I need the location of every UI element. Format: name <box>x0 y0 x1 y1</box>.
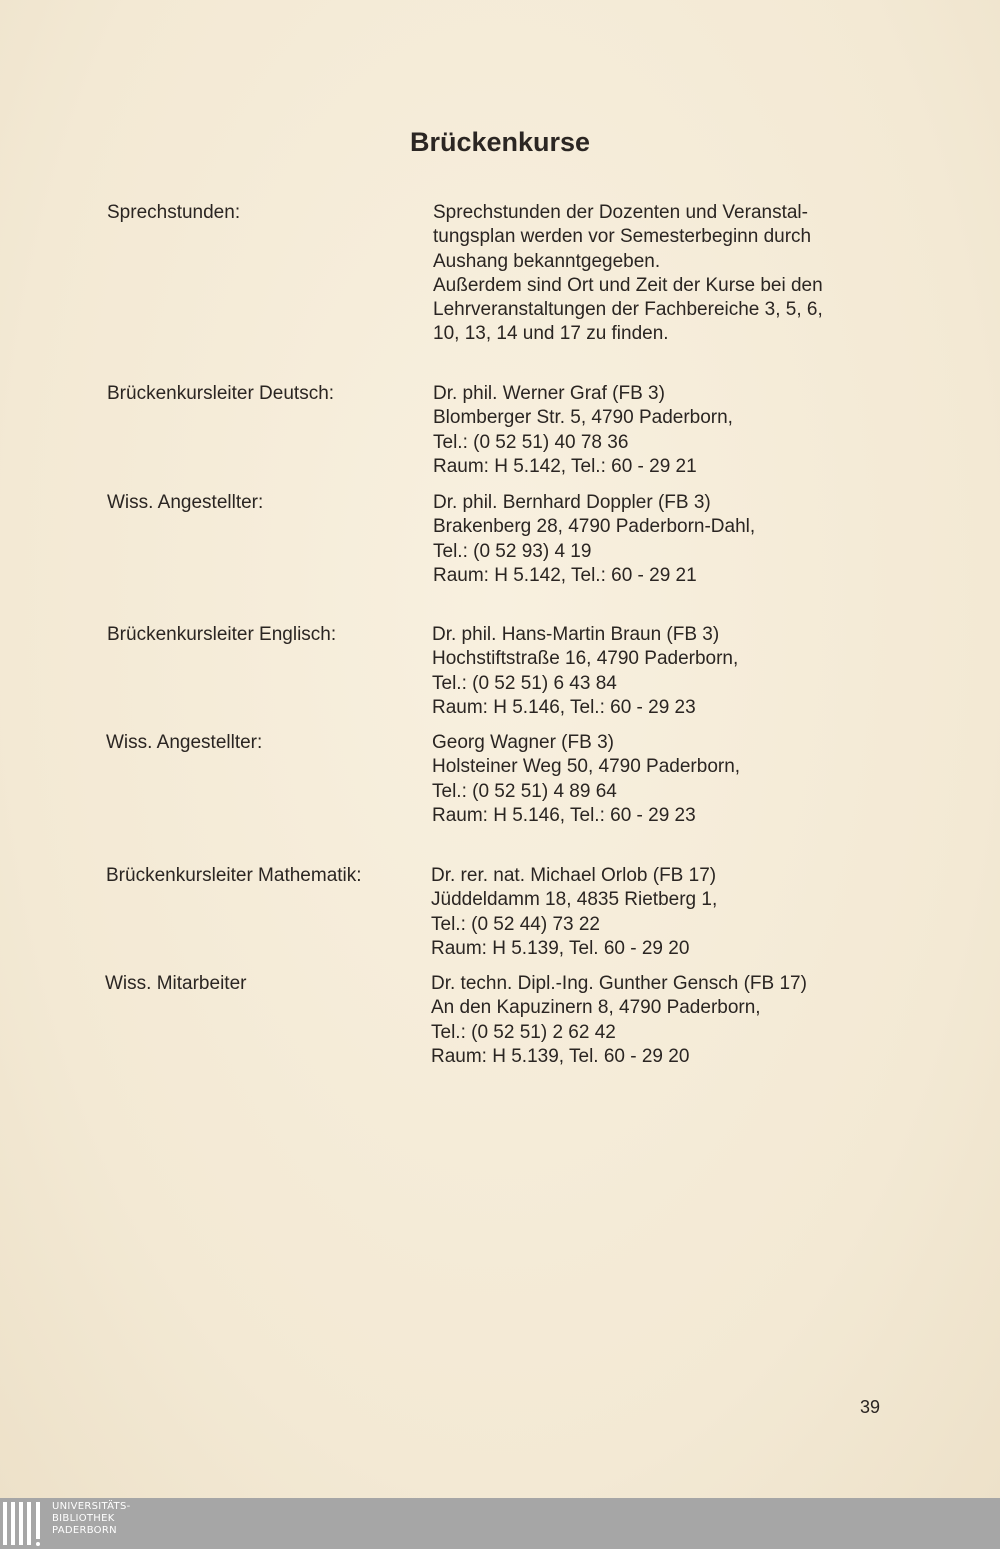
text-line: Jüddeldamm 18, 4835 Rietberg 1, <box>431 889 718 911</box>
logo-line: BIBLIOTHEK <box>52 1513 115 1524</box>
text-line: Raum: H 5.142, Tel.: 60 - 29 21 <box>433 455 697 477</box>
text-line: Tel.: (0 52 51) 2 62 42 <box>431 1021 616 1043</box>
text-line: Raum: H 5.142, Tel.: 60 - 29 21 <box>433 564 697 586</box>
text-line: Dr. techn. Dipl.-Ing. Gunther Gensch (FB 17) <box>431 973 807 994</box>
section-label: Sprechstunden: <box>107 202 241 223</box>
library-footer <box>0 1498 1000 1549</box>
contact-block <box>432 623 738 720</box>
section-label: Brückenkursleiter Mathematik: <box>106 865 362 886</box>
text-line: Tel.: (0 52 51) 4 89 64 <box>432 780 617 802</box>
text-line: Außerdem sind Ort und Zeit der Kurse bei den <box>433 274 823 296</box>
text-line: Blomberger Str. 5, 4790 Paderborn, <box>433 407 733 429</box>
library-logo-text <box>52 1501 131 1537</box>
section-label: Wiss. Angestellter: <box>107 492 264 513</box>
text-line: tungsplan werden vor Semesterbeginn durch <box>433 226 812 248</box>
section-label: Brückenkursleiter Englisch: <box>107 624 337 645</box>
page-number: 39 <box>860 1397 881 1417</box>
text-line: Tel.: (0 52 93) 4 19 <box>433 540 592 562</box>
text-line: Brakenberg 28, 4790 Paderborn-Dahl, <box>433 516 756 538</box>
text-line: Raum: H 5.146, Tel.: 60 - 29 23 <box>432 804 696 826</box>
text-line: Raum: H 5.139, Tel. 60 - 29 20 <box>431 1045 690 1067</box>
text-line: Holsteiner Weg 50, 4790 Paderborn, <box>432 756 741 778</box>
text-line: Hochstiftstraße 16, 4790 Paderborn, <box>432 648 739 670</box>
text-line: Raum: H 5.146, Tel.: 60 - 29 23 <box>432 696 696 718</box>
page-title: Brückenkurse <box>409 127 591 157</box>
contact-block <box>432 731 740 828</box>
contact-block <box>433 491 755 588</box>
contact-block <box>431 864 717 961</box>
logo-line: UNIVERSITÄTS- <box>52 1501 131 1512</box>
section-label: Brückenkursleiter Deutsch: <box>107 383 335 404</box>
library-logo-icon <box>0 1498 50 1549</box>
text-line: Lehrveranstaltungen der Fachbereiche 3, 5, 6, <box>433 299 823 321</box>
text-line: Sprechstunden der Dozenten und Veranstal- <box>433 202 808 223</box>
text-line: Dr. rer. nat. Michael Orlob (FB 17) <box>431 865 717 886</box>
section-label: Wiss. Mitarbeiter <box>105 973 247 994</box>
text-line: An den Kapuzinern 8, 4790 Paderborn, <box>431 997 761 1019</box>
text-line: Tel.: (0 52 44) 73 22 <box>431 913 600 935</box>
text-line: Aushang bekanntgegeben. <box>433 250 661 272</box>
section-text <box>433 201 823 347</box>
contact-block <box>431 972 807 1069</box>
text-line: Tel.: (0 52 51) 6 43 84 <box>432 672 617 694</box>
text-line: Raum: H 5.139, Tel. 60 - 29 20 <box>431 937 690 959</box>
text-line: 10, 13, 14 und 17 zu finden. <box>433 323 669 345</box>
text-line: Georg Wagner (FB 3) <box>432 732 614 753</box>
text-line: Dr. phil. Hans-Martin Braun (FB 3) <box>432 624 720 645</box>
logo-line: PADERBORN <box>52 1525 117 1536</box>
contact-block <box>433 382 733 479</box>
text-line: Dr. phil. Bernhard Doppler (FB 3) <box>433 492 711 513</box>
text-line: Dr. phil. Werner Graf (FB 3) <box>433 383 665 404</box>
text-line: Tel.: (0 52 51) 40 78 36 <box>433 431 629 453</box>
section-label: Wiss. Angestellter: <box>106 732 263 753</box>
